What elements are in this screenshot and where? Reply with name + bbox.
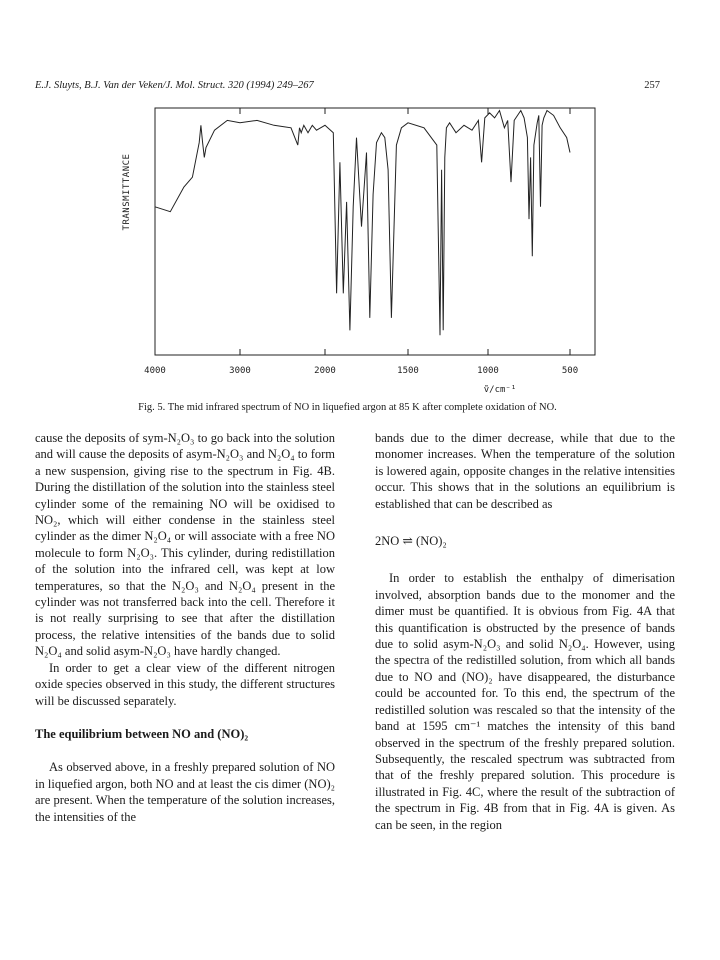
- paragraph: In order to establish the enthalpy of dimerisation involved, absorption bands due to the monomer and the dimer must be quantified. It is obvious from Fig. 4A that this quantification is obstructed by the presence of bands due to solid asym-N₂O₃ and solid N₂O₄. However, using the spectra of the redistilled solution, from which all bands due to NO and (NO)₂ have disappeared, the disturbance could be accounted for. To this end, the spectrum of the redistilled solution was rescaled so that the intensity of the band at 1595 cm⁻¹ matches the intensity of this band observed in the spectrum of the freshly prepared solution. Subsequently, the rescaled spectrum was subtracted from that of the freshly prepared solution. This procedure is illustrated in Fig. 4C, where the result of the subtraction of the spectrum in Fig. 4B from that in Fig. 4A is given. As can be seen, in the region: [375, 571, 675, 832]
- y-axis-label: TRANSMITTANCE: [122, 153, 132, 231]
- x-tick-label: 3000: [229, 366, 251, 376]
- plot-border: [155, 108, 595, 355]
- paragraph: cause the deposits of sym-N₂O₃ to go back into the solution and will cause the deposits of asym-N₂O₃ and N₂O₄ to form a new suspension, giving rise to the spectrum in Fig. 4B. During the distillation of the solution into the stainless steel cylinder some of the remaining NO will be oxidised to NO₂, which will either condense in the stainless steel cylinder as the dimer N₂O₄ or will associate with a free NO molecule to form N₂O₃. This cylinder, during redistillation of the solution into the infrared cell, was kept at low temperatures, so that the N₂O₃ and N₂O₄ present in the cylinder was not transferred back into the cell. Therefore it is not really surprising to see that after the distillation process, the relative intensities of the bands due to solid N₂O₄ and solid asym-N₂O₃ have hardly changed.: [35, 431, 335, 659]
- x-tick-label: 500: [561, 366, 579, 376]
- journal-citation: E.J. Sluyts, B.J. Van der Veken/J. Mol. Struct. 320 (1994) 249–267: [35, 80, 314, 91]
- x-tick-label: 4000: [144, 366, 166, 376]
- left-text-column: [35, 430, 335, 825]
- paragraph: In order to get a clear view of the different nitrogen oxide species observed in this study, the different structures will be discussed separately.: [35, 660, 335, 708]
- ir-spectrum-figure: [95, 100, 615, 400]
- equilibrium-equation: 2NO ⇌ (NO)₂: [375, 534, 447, 549]
- right-text-column: [375, 430, 675, 833]
- section-heading: The equilibrium between NO and (NO)₂: [35, 726, 249, 741]
- running-header: [35, 80, 660, 98]
- spectrum-trace: [155, 111, 570, 336]
- paragraph: bands due to the dimer decrease, while that due to the monomer increases. When the temperature of the solution is lowered again, opposite changes in the relative intensities occur. This shows that in the solutions an equilibrium is established that can be described as: [375, 431, 675, 511]
- x-axis-tick-labels: [144, 366, 578, 376]
- x-tick-label: 1000: [477, 366, 499, 376]
- x-tick-label: 2000: [314, 366, 336, 376]
- plot-frame: [155, 108, 595, 355]
- x-axis-label: ṽ/cm⁻¹: [483, 385, 517, 395]
- page-number: 257: [644, 80, 660, 91]
- paragraph: As observed above, in a freshly prepared solution of NO in liquefied argon, both NO and at least the cis dimer (NO)₂ are present. When the temperature of the solution increases, the intensities of the: [35, 760, 335, 824]
- figure-caption: Fig. 5. The mid infrared spectrum of NO in liquefied argon at 85 K after complete oxidation of NO.: [138, 402, 557, 413]
- x-tick-label: 1500: [397, 366, 419, 376]
- x-axis-ticks: [155, 108, 570, 355]
